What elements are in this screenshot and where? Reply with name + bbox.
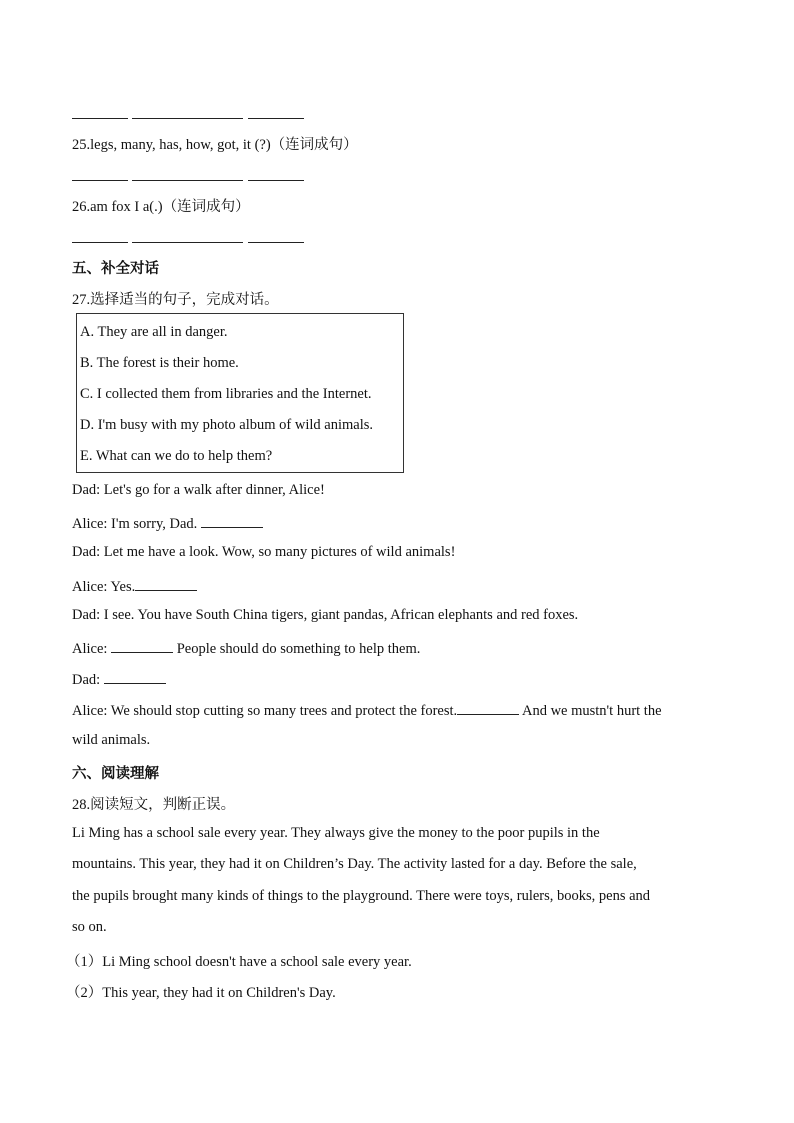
answer-blank[interactable] <box>201 513 263 528</box>
dialogue-text: Alice: We should stop cutting so many trees and protect the forest. <box>72 703 458 719</box>
dialogue-line-3 <box>72 544 455 561</box>
options-box <box>76 313 404 473</box>
option-a: A. They are all in danger. <box>80 324 228 340</box>
dialogue-line-8 <box>72 700 662 720</box>
dialogue-line-7 <box>72 669 166 689</box>
question-28-prompt: 28.阅读短文，判断正误。 <box>72 797 236 813</box>
statement-2: （2）This year, they had it on Children's Day. <box>66 985 336 1001</box>
passage-line-4: so on. <box>72 919 107 935</box>
dialogue-text: Alice: Yes. <box>72 579 136 595</box>
dialogue-line-2 <box>72 513 263 533</box>
dialogue-line-1 <box>72 482 325 499</box>
dialogue-text: Alice: I'm sorry, Dad. <box>72 516 201 532</box>
option-d: D. I'm busy with my photo album of wild animals. <box>80 417 373 433</box>
dialogue-text: And we mustn't hurt the <box>519 703 662 719</box>
answer-blank[interactable] <box>104 669 166 684</box>
statement-1: （1）Li Ming school doesn't have a school sale every year. <box>66 954 412 970</box>
dialogue-line-4 <box>72 576 197 596</box>
dialogue-speaker: Alice: <box>72 641 112 657</box>
answer-blank[interactable] <box>457 700 519 715</box>
dialogue-text: People should do something to help them. <box>173 641 421 657</box>
passage-line-2: mountains. This year, they had it on Children’s Day. The activity lasted for a day. Before the sale, <box>72 856 637 872</box>
dialogue-text: Dad: Let's go for a walk after dinner, Alice! <box>72 482 325 498</box>
question-25: 25.legs, many, has, how, got, it (?)（连词成句） <box>72 137 358 153</box>
dialogue-line-6 <box>72 638 420 658</box>
option-b: B. The forest is their home. <box>80 355 239 371</box>
option-e: E. What can we do to help them? <box>80 448 273 464</box>
dialogue-text: Dad: I see. You have South China tigers, giant pandas, African elephants and red foxes. <box>72 607 579 623</box>
answer-blank[interactable] <box>111 638 173 653</box>
question-27-prompt: 27.选择适当的句子，完成对话。 <box>72 292 279 308</box>
answer-blank[interactable] <box>135 576 197 591</box>
dialogue-speaker: Dad: <box>72 672 104 688</box>
dialogue-line-9: wild animals. <box>72 732 151 748</box>
section-6-title: 六、阅读理解 <box>72 766 159 782</box>
option-c: C. I collected them from libraries and the Internet. <box>80 386 372 402</box>
section-5-title: 五、补全对话 <box>72 261 159 277</box>
passage-line-3: the pupils brought many kinds of things to the playground. There were toys, rulers, books, pens and <box>72 888 651 904</box>
passage-line-1: Li Ming has a school sale every year. They always give the money to the poor pupils in the <box>72 825 600 841</box>
dialogue-line-5 <box>72 607 578 624</box>
question-26: 26.am fox I a(.)（连词成句） <box>72 199 250 215</box>
dialogue-text: Dad: Let me have a look. Wow, so many pictures of wild animals! <box>72 544 456 560</box>
